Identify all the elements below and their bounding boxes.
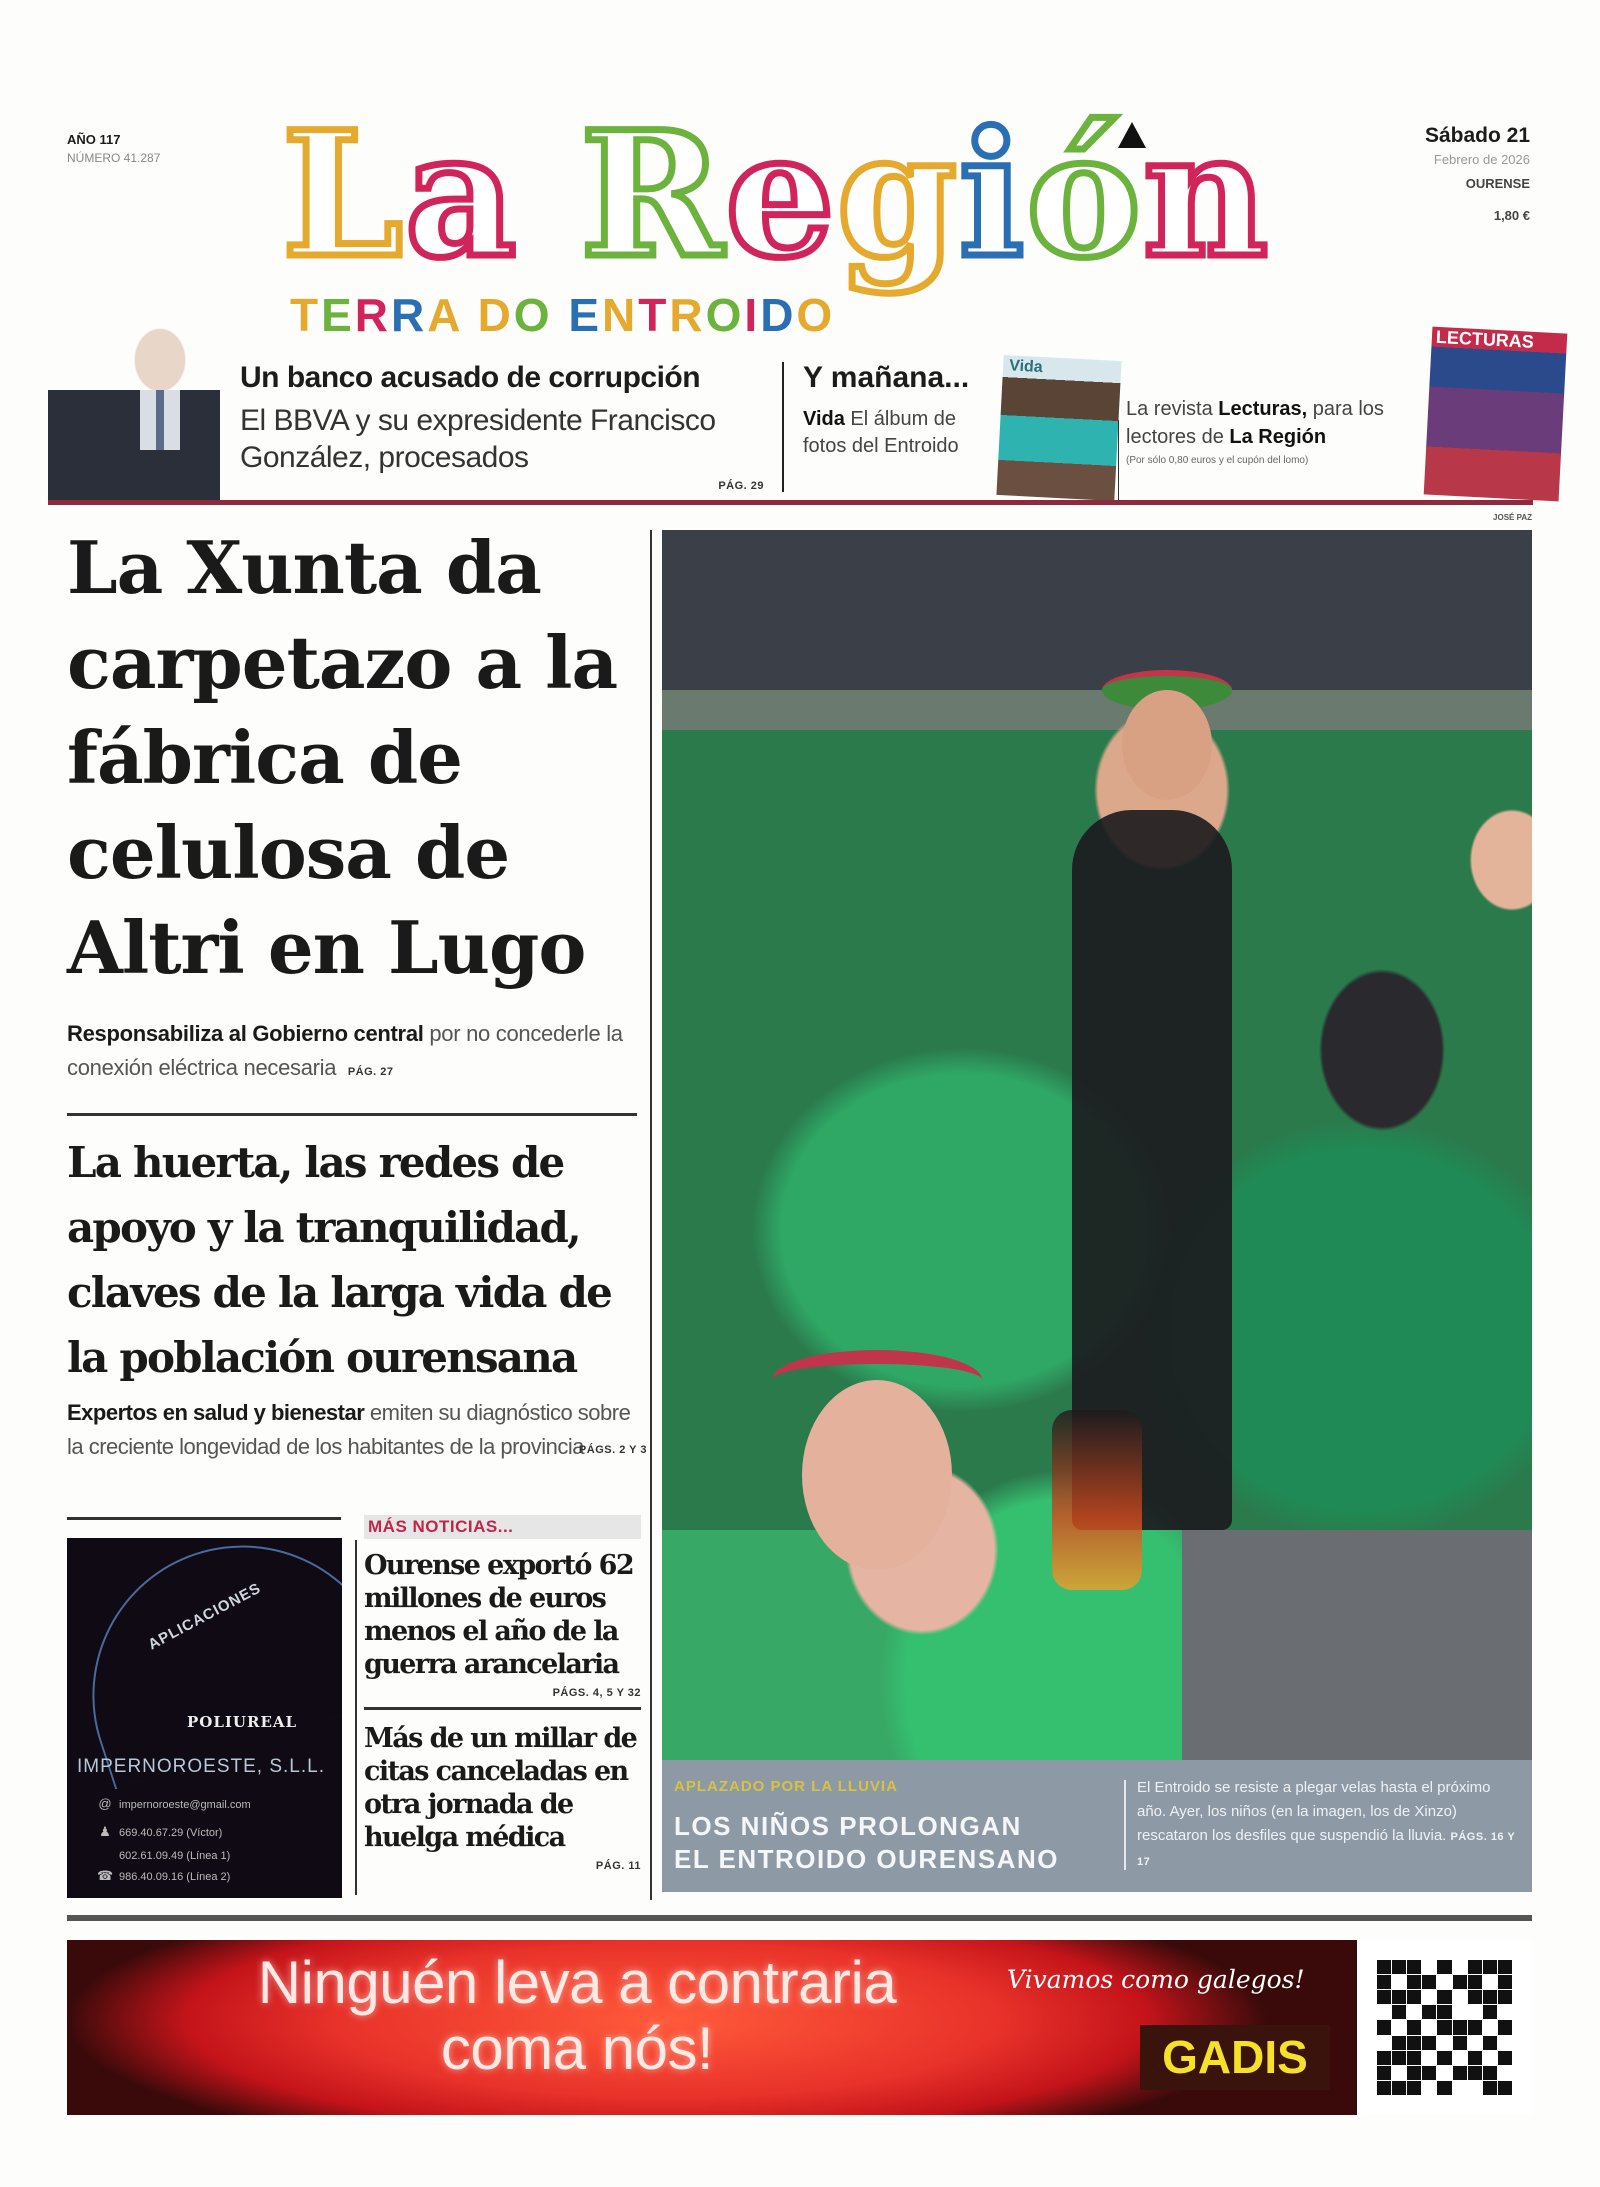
ad-tagline: Vivamos como galegos!: [1007, 1965, 1305, 1994]
qr-code-icon[interactable]: [1357, 1940, 1532, 2115]
divider: [1118, 420, 1119, 500]
second-story[interactable]: [67, 1130, 647, 1459]
second-subheadline: Expertos en salud y bienestar emiten su diagnóstico sobre la creciente longevidad de los habitantes de la provincia: [67, 1400, 631, 1459]
caption-body: El Entroido se resiste a plegar velas hasta el próximo año. Ayer, los niños (en la imagen, los de Xinzo) rescataron los desfiles que suspendió la lluvia. PÁGS. 16 Y 17: [1137, 1779, 1516, 1868]
company-name: IMPERNOROESTE, S.L.L.: [77, 1756, 325, 1777]
more-news-item[interactable]: Más de un millar de citas canceladas en otra jornada de huelga médica PÁG. 11: [364, 1723, 641, 1872]
teaser-portrait-photo[interactable]: [48, 320, 220, 502]
more-news-item[interactable]: Ourense exportó 62 millones de euros menos el año de la guerra arancelaria PÁGS. 4, 5 Y 32: [364, 1550, 641, 1699]
teaser-tomorrow-title: Y mañana...: [803, 361, 970, 394]
column-divider: [650, 530, 652, 1900]
ad-slogan: Ninguén leva a contraria coma nós!: [257, 1949, 897, 2082]
teaser-bank[interactable]: [240, 358, 770, 498]
gadis-logo: GADIS: [1140, 2025, 1330, 2090]
divider: [67, 1915, 1532, 1921]
date-month: Febrero de 2026: [1433, 152, 1530, 167]
carnival-hat-icon: [1118, 122, 1146, 148]
person-icon: ♟: [99, 1824, 111, 1839]
date-meta: [1425, 122, 1530, 226]
teaser-tomorrow[interactable]: [803, 358, 1003, 460]
teaser-tomorrow-description: Vida El álbum de fotos del Entroido: [803, 408, 959, 457]
logo-wordmark: La Región: [282, 93, 1271, 296]
lead-headline[interactable]: La Xunta da carpetazo a la fábrica de celulosa de Altri en Lugo: [67, 525, 618, 990]
divider: [364, 1707, 641, 1710]
header-divider: [48, 500, 1533, 505]
more-news: [364, 1515, 641, 1872]
year-label: AÑO 117: [67, 132, 121, 147]
second-headline[interactable]: La huerta, las redes de apoyo y la tranquilidad, claves de la larga vida de la población ourensana: [67, 1138, 611, 1382]
lecturas-magazine-cover[interactable]: LECTURAS: [1424, 327, 1568, 502]
teaser-magazine-note: (Por sólo 0,80 euros y el cupón del lomo): [1126, 455, 1309, 466]
photo-credit: JOSÉ PAZ: [1493, 513, 1532, 522]
lead-subheadline: Responsabiliza al Gobierno central por no concederle la conexión eléctrica necesaria PÁG. 27: [67, 1021, 623, 1080]
vida-magazine-cover[interactable]: Vida: [996, 355, 1121, 501]
issue-meta: [67, 130, 160, 168]
page-ref: PÁGS. 2 Y 3: [578, 1444, 647, 1456]
lead-story[interactable]: [67, 520, 637, 1089]
masthead-tagline: TERRA DO ENTROIDO: [290, 289, 836, 341]
teaser-magazine-description: La revista Lecturas, para los lectores de La Región: [1126, 398, 1384, 448]
divider: [67, 1517, 341, 1520]
caption-title: LOS NIÑOS PROLONGAN EL ENTROIDO OURENSANO: [674, 1811, 1059, 1874]
poliureal-logo: POLIUREAL: [187, 1713, 298, 1731]
date-day: Sábado 21: [1424, 124, 1530, 147]
masthead-logo[interactable]: [282, 93, 1322, 300]
email-icon: @: [98, 1796, 112, 1811]
edition-label: OURENSE: [1465, 176, 1530, 191]
main-photo-entroido[interactable]: [662, 530, 1532, 1760]
more-news-header: MÁS NOTICIAS...: [364, 1515, 641, 1539]
page-ref: PÁG. 27: [347, 1066, 394, 1078]
divider: [782, 362, 784, 492]
page-ref: PÁG. 29: [718, 480, 764, 492]
page-ref: PÁG. 11: [595, 1860, 641, 1872]
phone-icon: ☎: [97, 1868, 114, 1883]
page-ref: PÁGS. 4, 5 Y 32: [552, 1687, 641, 1699]
advert-impernoroeste[interactable]: APLICACIONES POLIUREAL IMPERNOROESTE, S.L.L. @ impernoroeste@gmail.com ♟ 669.40.67.29 (Víctor) 602.61.09.49 (Línea 1) ☎ 986.40.09.16 (Línea 2): [67, 1538, 342, 1898]
divider: [355, 1540, 357, 1895]
teaser-bank-title: Un banco acusado de corrupción: [240, 361, 701, 394]
umbrella-icon: [67, 1538, 342, 1789]
teaser-magazine[interactable]: [1126, 395, 1426, 466]
divider: [1124, 1780, 1126, 1870]
advert-gadis[interactable]: [67, 1940, 1357, 2115]
teaser-bank-description: El BBVA y su expresidente Francisco González, procesados: [240, 404, 716, 474]
price-label: 1,80 €: [1493, 208, 1530, 223]
issue-number: NÚMERO 41.287: [67, 151, 161, 165]
caption-kicker: APLAZADO POR LA LLUVIA: [674, 1778, 898, 1795]
photo-caption[interactable]: [662, 1760, 1532, 1892]
divider: [67, 1113, 637, 1116]
